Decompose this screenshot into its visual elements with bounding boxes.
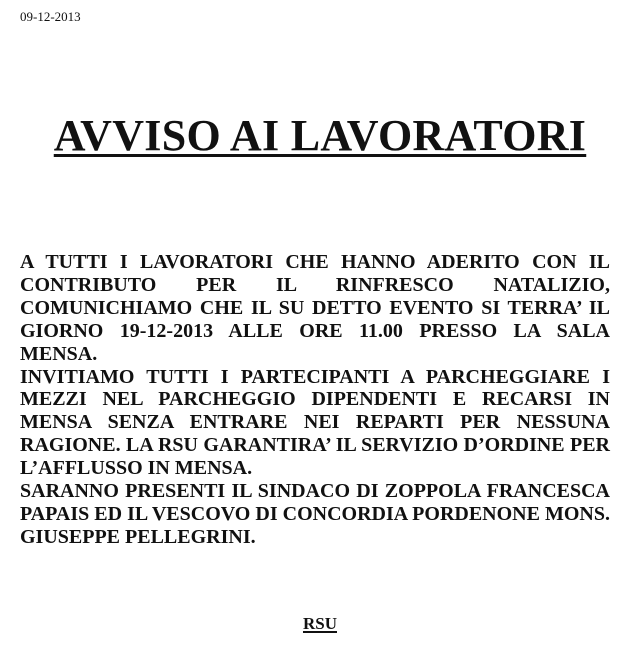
document-date: 09-12-2013 [20, 9, 81, 24]
paragraph-event-announcement: A TUTTI I LAVORATORI CHE HANNO ADERITO CON IL CONTRIBUTO PER IL RINFRESCO NATALIZIO, COMUNICHIAMO CHE IL SU DETTO EVENTO SI TERRA’ IL GIORNO 19-12-2013 ALLE ORE 11.00 PRESSO LA SALA MENSA. [20, 251, 610, 365]
document-signature: RSU [302, 614, 337, 633]
document-title: AVVISO AI LAVORATORI [53, 111, 587, 160]
document-body [20, 251, 610, 549]
paragraph-parking-instructions: INVITIAMO TUTTI I PARTECIPANTI A PARCHEGGIARE I MEZZI NEL PARCHEGGIO DIPENDENTI E RECARSI IN MENSA SENZA ENTRARE NEI REPARTI PER NESSUNA RAGIONE. LA RSU GARANTIRA’ IL SERVIZIO D’ORDINE PER L’AFFLUSSO IN MENSA. [20, 365, 610, 480]
paragraph-guests: SARANNO PRESENTI IL SINDACO DI ZOPPOLA FRANCESCA PAPAIS ED IL VESCOVO DI CONCORDIA PORDENONE MONS. GIUSEPPE PELLEGRINI. [20, 480, 610, 548]
